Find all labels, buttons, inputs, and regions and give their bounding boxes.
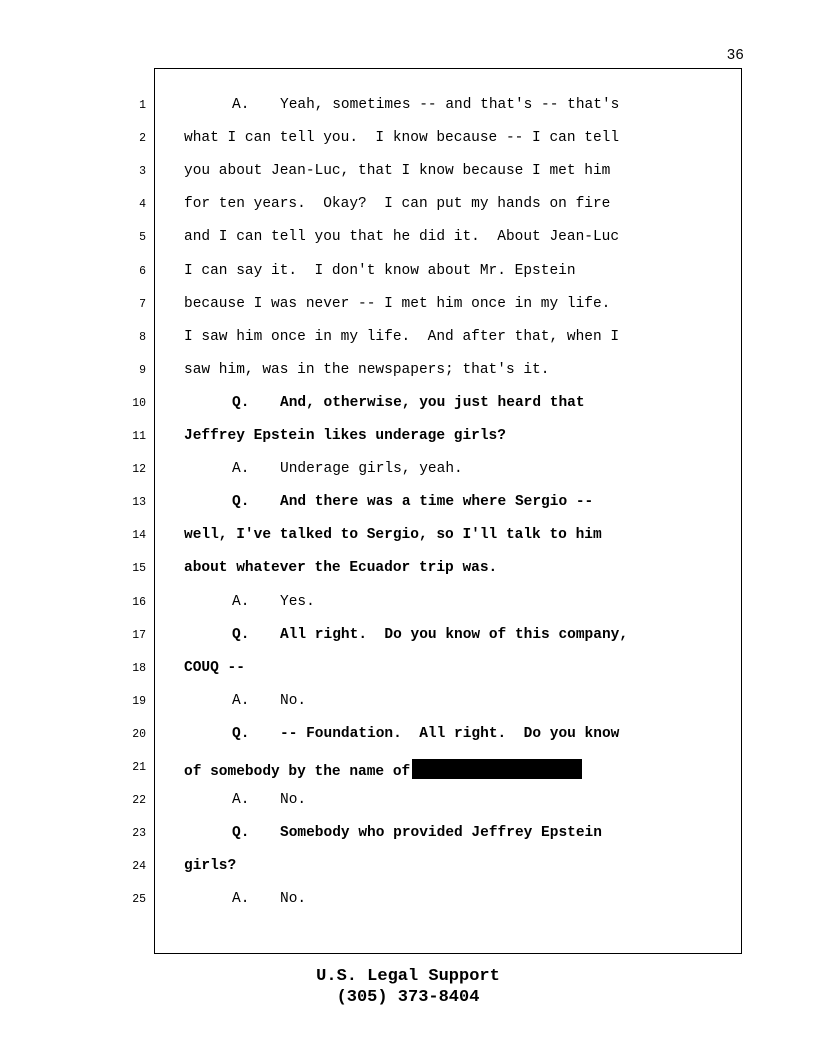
transcript-line [184,726,619,742]
line-text: No. [280,792,307,809]
speaker-label: Q. [232,725,250,742]
line-number: 7 [139,297,146,311]
transcript-line [184,527,602,543]
line-number: 8 [139,330,146,344]
line-text: And there was a time where Sergio -- [280,494,594,511]
line-text: Somebody who provided Jeffrey Epstein [280,825,602,842]
transcript-line [184,263,576,279]
line-text: I can say it. I don't know about Mr. Epstein [184,262,576,279]
line-text: saw him, was in the newspapers; that's it. [184,361,550,378]
transcript-line [184,196,610,212]
transcript-line [184,428,506,444]
line-number: 12 [132,463,146,477]
transcript-line [184,461,463,477]
line-number: 6 [139,264,146,278]
line-number: 13 [132,496,146,510]
line-text: No. [280,891,307,908]
line-text: girls? [184,858,237,875]
speaker-label: Q. [232,626,250,643]
page-number: 36 [726,48,744,64]
transcript-line [184,792,306,808]
line-text: Yes. [280,593,315,610]
line-text: Underage girls, yeah. [280,461,463,478]
speaker-label: Q. [232,494,250,511]
line-text: COUQ -- [184,659,245,676]
line-text: Yeah, sometimes -- and that's -- that's [280,97,620,113]
transcript-line [184,395,585,411]
line-number: 19 [132,694,146,708]
transcript-line [184,759,582,780]
footer-phone: (305) 373-8404 [336,988,480,1007]
speaker-label: A. [232,593,250,610]
speaker-label: Q. [232,394,250,411]
line-number: 16 [132,595,146,609]
transcript-line [184,594,315,610]
transcript-line [184,163,610,179]
transcript-line [184,130,619,146]
speaker-label: A. [232,891,250,908]
line-number: 14 [132,529,146,543]
line-number: 22 [132,794,146,808]
line-number: 3 [139,165,146,179]
speaker-label: Q. [232,825,250,842]
line-number: 24 [132,860,146,874]
line-number: 11 [132,430,146,443]
line-number: 21 [132,761,146,774]
line-text: All right. Do you know of this company, [280,626,629,643]
line-number: 10 [132,396,146,410]
line-number: 23 [132,827,146,841]
line-text: what I can tell you. I know because -- I can tell [184,130,620,147]
line-number: 17 [132,628,146,642]
line-text: and I can tell you that he did it. About Jean-Luc [184,229,620,246]
line-text: Jeffrey Epstein likes underage girls? [184,428,506,444]
line-text: I saw him once in my life. And after that, when I [184,328,620,345]
speaker-label: A. [232,692,250,709]
transcript-line [184,627,628,643]
transcript-line [184,494,593,510]
line-text: No. [280,692,307,709]
speaker-label: A. [232,461,250,478]
transcript-line [184,660,245,676]
transcript-line [184,329,619,345]
line-text: of somebody by the name of [184,764,411,780]
footer [0,966,816,1008]
line-text: for ten years. Okay? I can put my hands on fire [184,196,611,213]
footer-company: U.S. Legal Support [316,967,500,986]
transcript-line [184,825,602,841]
transcript-line [184,229,619,245]
line-text: -- Foundation. All right. Do you know [280,725,620,742]
line-number: 15 [132,562,146,576]
redaction-box [412,759,582,779]
transcript-line [184,97,619,113]
line-number: 4 [139,198,146,212]
line-number: 18 [132,661,146,675]
line-text: because I was never -- I met him once in my life. [184,295,611,312]
transcript-line [184,362,549,378]
line-number: 1 [139,99,146,112]
transcript-line [184,891,306,907]
line-text: well, I've talked to Sergio, so I'll talk to him [184,527,602,544]
transcript-line [184,693,306,709]
speaker-label: A. [232,97,250,113]
line-number: 2 [139,132,146,146]
transcript-line [184,296,610,312]
transcript-line [184,560,497,576]
line-number: 9 [139,363,146,377]
transcript-line [184,858,236,874]
line-number: 5 [139,231,146,245]
line-text: you about Jean-Luc, that I know because I met him [184,163,611,180]
speaker-label: A. [232,792,250,809]
line-text: And, otherwise, you just heard that [280,394,585,411]
line-number: 20 [132,727,146,741]
line-number: 25 [132,893,146,907]
line-text: about whatever the Ecuador trip was. [184,560,498,577]
